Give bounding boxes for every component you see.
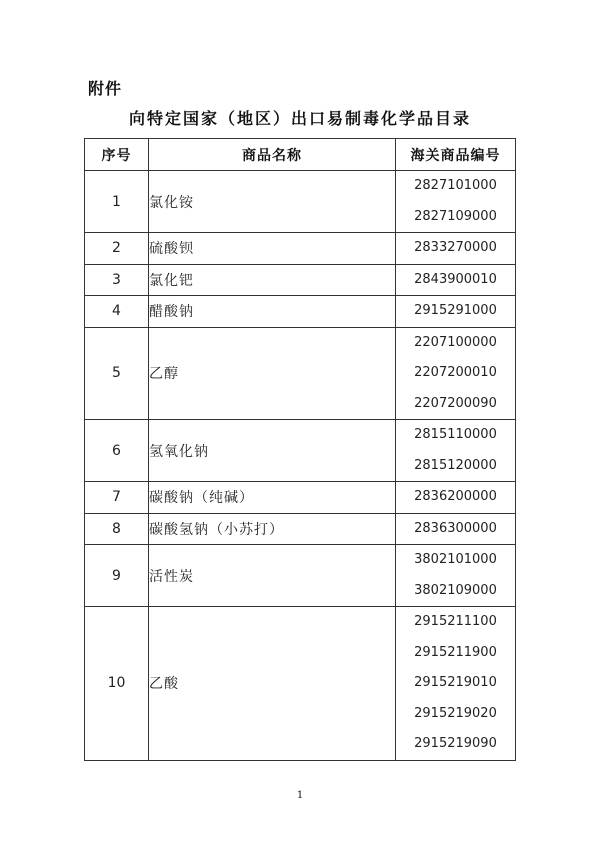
table-row <box>85 171 516 233</box>
row-seq: 8 <box>85 513 149 545</box>
row-product-name: 碳酸钠（纯碱） <box>149 482 396 514</box>
customs-code: 2915291000 <box>414 303 497 318</box>
table-row <box>85 545 516 607</box>
row-product-name: 氯化铵 <box>149 171 396 233</box>
row-seq: 2 <box>85 233 149 265</box>
customs-code: 2207200010 <box>414 365 497 380</box>
row-product-name: 活性炭 <box>149 545 396 607</box>
row-product-name: 硫酸钡 <box>149 233 396 265</box>
customs-code: 2815120000 <box>414 457 497 473</box>
customs-code: 3802101000 <box>414 552 497 567</box>
customs-code: 2827109000 <box>414 208 497 224</box>
row-seq: 4 <box>85 296 149 328</box>
row-customs-codes <box>396 513 516 545</box>
chemicals-catalog-table <box>84 138 516 761</box>
customs-code: 3802109000 <box>414 582 497 598</box>
row-customs-codes <box>396 420 516 482</box>
customs-code: 2915211100 <box>414 614 497 629</box>
customs-code: 2836300000 <box>414 520 497 536</box>
table-row <box>85 327 516 420</box>
row-seq: 7 <box>85 482 149 514</box>
customs-code: 2843900010 <box>414 271 497 287</box>
table-row <box>85 482 516 514</box>
row-product-name: 氯化钯 <box>149 264 396 296</box>
row-seq: 3 <box>85 264 149 296</box>
row-seq: 6 <box>85 420 149 482</box>
customs-code: 2815110000 <box>414 427 497 442</box>
row-product-name: 醋酸钠 <box>149 296 396 328</box>
row-seq: 9 <box>85 545 149 607</box>
row-customs-codes <box>396 264 516 296</box>
table-row <box>85 264 516 296</box>
table-row <box>85 420 516 482</box>
row-seq: 10 <box>85 607 149 761</box>
header-product-name: 商品名称 <box>149 139 396 171</box>
row-customs-codes <box>396 296 516 328</box>
row-seq: 5 <box>85 327 149 420</box>
row-customs-codes <box>396 607 516 761</box>
row-customs-codes <box>396 545 516 607</box>
row-product-name: 氢氧化钠 <box>149 420 396 482</box>
customs-code: 2207200090 <box>414 395 497 411</box>
table-row <box>85 296 516 328</box>
customs-code: 2915219010 <box>414 675 497 690</box>
customs-code: 2915219020 <box>414 705 497 721</box>
customs-code: 2207100000 <box>414 334 497 350</box>
customs-code: 2827101000 <box>414 178 497 193</box>
header-seq: 序号 <box>85 139 149 171</box>
row-customs-codes <box>396 327 516 420</box>
table-body <box>85 171 516 761</box>
table-row <box>85 607 516 761</box>
customs-code: 2915211900 <box>414 644 497 660</box>
row-customs-codes <box>396 171 516 233</box>
table-row <box>85 513 516 545</box>
row-product-name: 碳酸氢钠（小苏打） <box>149 513 396 545</box>
row-customs-codes <box>396 233 516 265</box>
row-product-name: 乙酸 <box>149 607 396 761</box>
table-row <box>85 233 516 265</box>
customs-code: 2833270000 <box>414 240 497 255</box>
row-customs-codes <box>396 482 516 514</box>
customs-code: 2836200000 <box>414 489 497 504</box>
row-product-name: 乙醇 <box>149 327 396 420</box>
attachment-label: 附件 <box>88 79 123 98</box>
document-title: 向特定国家（地区）出口易制毒化学品目录 <box>128 109 471 128</box>
table-header-row <box>85 139 516 171</box>
page-number: 1 <box>296 790 304 801</box>
row-seq: 1 <box>85 171 149 233</box>
header-customs-code: 海关商品编号 <box>396 139 516 171</box>
customs-code: 2915219090 <box>414 736 497 751</box>
